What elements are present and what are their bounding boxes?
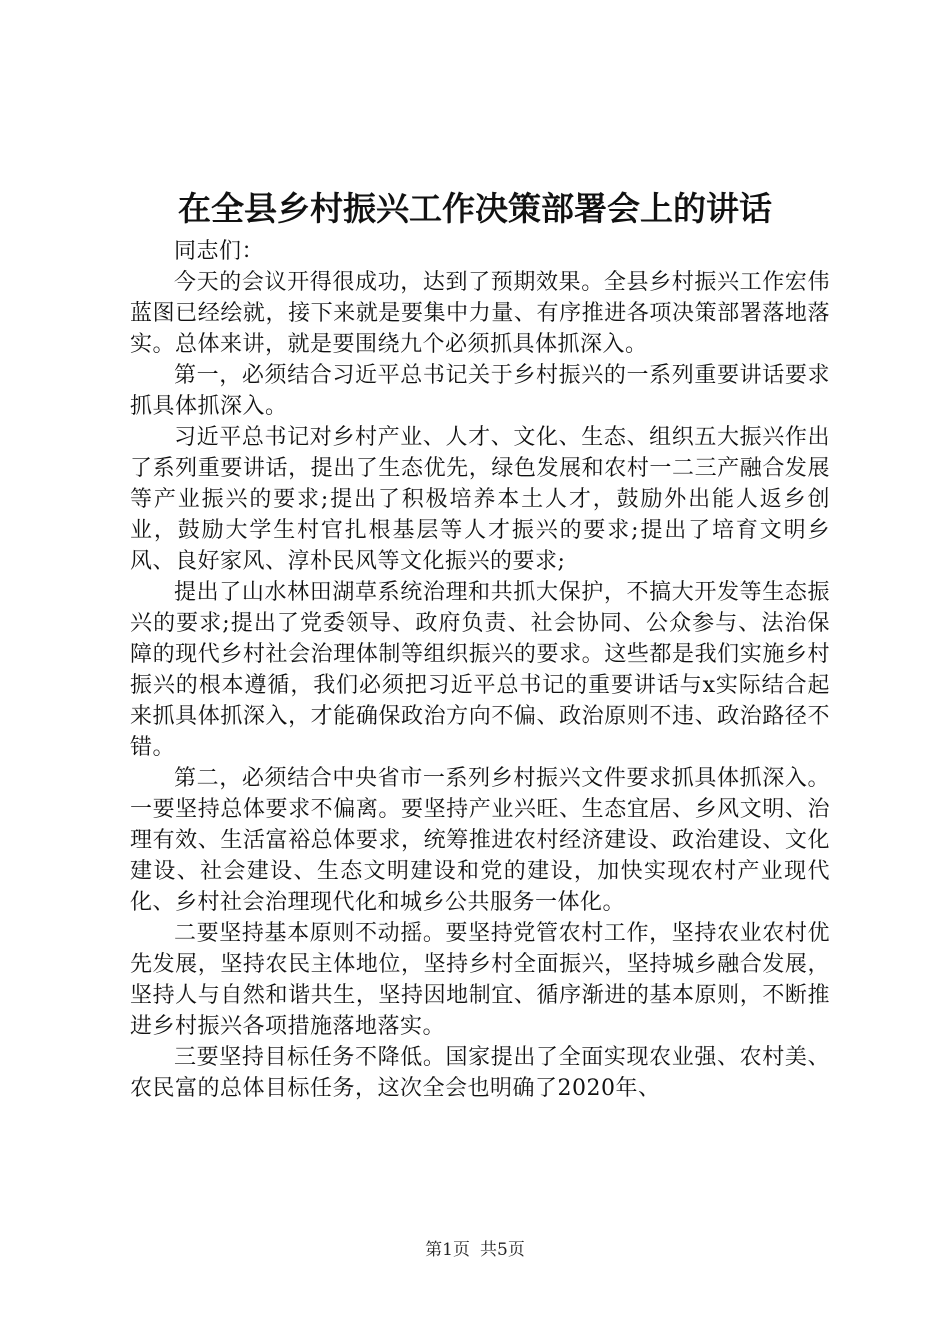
paragraph: 提出了山水林田湖草系统治理和共抓大保护，不搞大开发等生态振兴的要求;提出了党委领导、政府负责、社会协同、公众参与、法治保障的现代乡村社会治理体制等组织振兴的要求。这些都是我们实施乡村振兴的根本遵循，我们必须把习近平总书记的重要讲话与x实际结合起来抓具体抓深入，才能确保政治方向不偏、政治原则不违、政治路径不错。: [130, 580, 830, 760]
paragraph: 三要坚持目标任务不降低。国家提出了全面实现农业强、农村美、农民富的总体目标任务，这次全会也明确了2020年、: [130, 1045, 830, 1101]
paragraph: 今天的会议开得很成功，达到了预期效果。全县乡村振兴工作宏伟蓝图已经绘就，接下来就是要集中力量、有序推进各项决策部署落地落实。总体来讲，就是要围绕九个必须抓具体抓深入。: [130, 270, 830, 357]
paragraph-salutation: 同志们：: [174, 239, 265, 264]
paragraph: 习近平总书记对乡村产业、人才、文化、生态、组织五大振兴作出了系列重要讲话，提出了生态优先，绿色发展和农村一二三产融合发展等产业振兴的要求;提出了积极培养本土人才，鼓励外出能人返乡创业，鼓励大学生村官扎根基层等人才振兴的要求;提出了培育文明乡风、良好家风、淳朴民风等文化振兴的要求;: [130, 425, 830, 574]
paragraph: 二要坚持基本原则不动摇。要坚持党管农村工作，坚持农业农村优先发展，坚持农民主体地位，坚持乡村全面振兴，坚持城乡融合发展，坚持人与自然和谐共生，坚持因地制宜、循序渐进的基本原则，不断推进乡村振兴各项措施落地落实。: [130, 921, 830, 1039]
page-number: 第1页: [425, 1240, 470, 1260]
document-title: 在全县乡村振兴工作决策部署会上的讲话: [178, 189, 772, 228]
paragraph: 第二，必须结合中央省市一系列乡村振兴文件要求抓具体抓深入。一要坚持总体要求不偏离。要坚持产业兴旺、生态宜居、乡风文明、治理有效、生活富裕总体要求，统筹推进农村经济建设、政治建设、文化建设、社会建设、生态文明建设和党的建设，加快实现农村产业现代化、乡村社会治理现代化和城乡公共服务一体化。: [130, 766, 830, 915]
document-body: [130, 236, 830, 1104]
paragraph: 第一，必须结合习近平总书记关于乡村振兴的一系列重要讲话要求抓具体抓深入。: [130, 363, 830, 419]
page-total: 共5页: [480, 1240, 525, 1260]
page-footer: [0, 1238, 950, 1262]
